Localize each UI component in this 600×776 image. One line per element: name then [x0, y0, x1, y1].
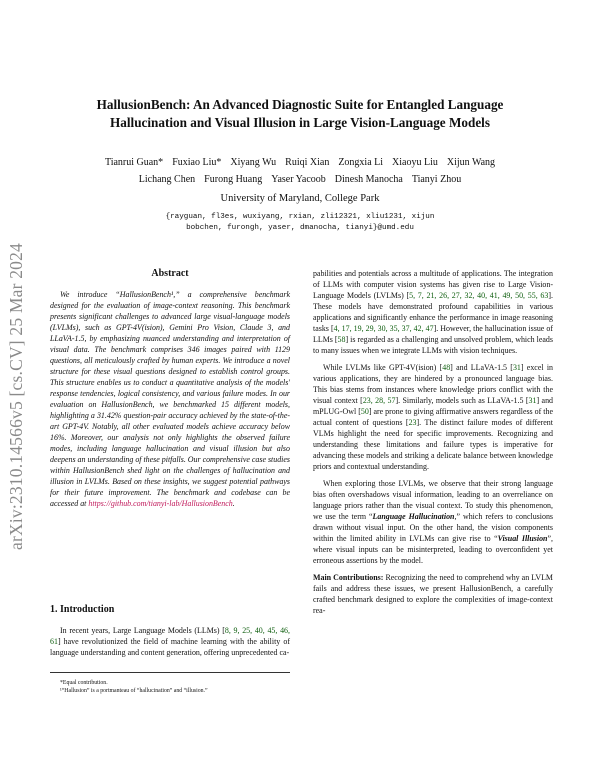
author: Tianyi Zhou	[411, 174, 462, 185]
citation-link[interactable]: 31	[528, 396, 537, 405]
citation-link[interactable]: 58	[337, 335, 346, 344]
text-run: ] is regarded as a challenging and unsolved problem, which leads to many issues when we integrate LLMs with vision techniques.	[313, 335, 553, 355]
text-run: ] have revolutionized the field of machine learning with the ability of language understanding and content generation, offering unprecedented ca-	[50, 637, 290, 657]
arxiv-stamp	[4, 205, 28, 587]
author-emails	[100, 212, 500, 234]
footnotes	[50, 672, 290, 695]
abstract-text: We introduce “HallusionBench¹,” a comprehensive benchmark designed for the evaluation of image-context reasoning. This benchmark presents significant challenges to advanced large visual-language models (LVLMs), such as GPT-4V(ision), Gemini Pro Vision, Claude 3, and LLaVA-1.5, by emphasizing nuanced understanding and interpretation of visual data. The benchmark comprises 346 images paired with 1129 questions, all meticulously crafted by human experts. We introduce a novel structure for these visual questions designed to establish control groups. This structure enables us to conduct a quantitative analysis of the models' response tendencies, logical consistency, and various failure modes. In our evaluation on HallusionBench, we benchmarked 15 different models, highlighting a 31.42% question-pair accuracy achieved by the state-of-the-art GPT-4V. Notably, all other evaluated models achieve accuracy below 16%. Moreover, our analysis not only highlights the observed failure modes, including language hallucination and visual illusion but also deepens an understanding of these pitfalls. Our comprehensive case studies within HallusionBench shed light on the challenges of hallucination and illusion in LVLMs. Based on these insights, we suggest potential pathways for their future improvement. The benchmark and codebase can be accessed at https://github.com/tianyi-lab/HallusionBench.	[50, 290, 290, 508]
text-run: ”, where visual inputs can be misinterpreted, leading to overconfident yet erroneous assertions by the model.	[313, 534, 553, 565]
paragraph-3	[313, 478, 553, 566]
footnote-hallusion: ¹“Hallusion” is a portmanteau of “hallucination” and “illusion.”	[60, 688, 208, 694]
abstract-body: We introduce “HallusionBench¹,” a comprehensive benchmark designed for the evaluation of image-context reasoning. This benchmark presents significant challenges to advanced large visual-language models (LVLMs), such as GPT-4V(ision), Gemini Pro Vision, Claude 3, and LLaVA-1.5, by emphasizing nuanced understanding and interpretation of visual data. The benchmark comprises 346 images paired with 1129 questions, all meticulously crafted by human experts. We introduce a novel structure for these visual questions designed to establish control groups. This structure enables us to conduct a quantitative analysis of the models' response tendencies, logical consistency, and various failure modes. In our evaluation on HallusionBench, we benchmarked 15 different models, highlighting a 31.42% question-pair accuracy achieved by the state-of-the-art GPT-4V. Notably, all other evaluated models achieve accuracy below 16%. Moreover, our analysis not only highlights the observed failure modes, including language hallucination and visual illusion but also deepens an understanding of these pitfalls. Our comprehensive case studies within HallusionBench shed light on the challenges of hallucination and illusion in LVLMs. Based on these insights, we suggest potential pathways for their future improvement. The benchmark and codebase can be accessed at	[50, 290, 290, 508]
author: Lichang Chen	[138, 174, 196, 185]
abstract-section	[50, 268, 290, 509]
citation-link[interactable]: 48	[442, 363, 451, 372]
arxiv-id: arXiv:2310.14566v5 [cs.CV] 25 Mar 2024	[5, 242, 26, 550]
citation-link[interactable]: 23	[408, 418, 417, 427]
citation-link[interactable]: 50	[360, 407, 369, 416]
author: Xiyang Wu	[230, 157, 277, 168]
author: Dinesh Manocha	[334, 174, 403, 185]
author: Xiaoyu Liu	[392, 157, 438, 168]
text-run: ] excel in various applications, they are hindered by a pronounced language bias. This bias stems from instances where knowledge priors conflict with the visual context [	[313, 363, 553, 405]
text-run: ] and LLaVA-1.5 [	[450, 363, 513, 372]
intro-heading: 1. Introduction	[50, 604, 115, 615]
github-link[interactable]: https://github.com/tianyi-lab/HallusionBench	[88, 499, 233, 508]
text-run: ]. Similarly, models such as LLaVA-1.5 [	[395, 396, 529, 405]
text-run: Recognizing the need to comprehend why an LVLM fails and address these issues, we present HallusionBench, a carefully crafted benchmark designed to explore the complexities of image-context rea-	[313, 573, 553, 615]
author: Ruiqi Xian	[285, 157, 330, 168]
abstract-heading: Abstract	[151, 268, 189, 279]
author-list	[50, 154, 550, 188]
text-run: ] are prone to giving affirmative answers regardless of the actual content of questions [	[313, 407, 553, 427]
text-run: In recent years, Large Language Models (LLMs) [	[60, 626, 225, 635]
intro-section	[50, 625, 290, 658]
title-line-1: HallusionBench: An Advanced Diagnostic Suite for Entangled Language	[96, 97, 504, 112]
paragraph-2	[313, 362, 553, 472]
footnote-equal-contribution: *Equal contribution.	[60, 680, 108, 686]
emails-line-2: bobchen, furongh, yaser, dmanocha, tianyi}@umd.edu	[186, 224, 414, 232]
text-run: While LVLMs like GPT-4V(ision) [	[323, 363, 443, 372]
text-run: When exploring those LVLMs, we observe that their strong language bias often overshadows visual information, leading to an overreliance on language priors rather than the visual context. To study this phenomenon, we use the term “	[313, 479, 553, 521]
text-run: ,” which refers to conclusions drawn without visual input. On the other hand, the vision components within the limited ability in LVLMs can give rise to “	[313, 512, 554, 543]
emails-line-1: {rayguan, fl3es, wuxiyang, rxian, zli12321, xliu1231, xijun	[165, 213, 435, 221]
author: Furong Huang	[204, 174, 263, 185]
text-run: ] and mPLUG-Owl [	[313, 396, 554, 416]
author: Xijun Wang	[446, 157, 496, 168]
text-run: ]. However, the hallucination issue of LLMs [	[313, 324, 553, 344]
right-column	[313, 268, 553, 616]
title-line-2: Hallucination and Visual Illusion in Large Vision-Language Models	[110, 115, 490, 130]
author-row-1	[50, 154, 550, 171]
author: Fuxiao Liu*	[172, 157, 222, 168]
author: Tianrui Guan*	[104, 157, 164, 168]
citation-link[interactable]: 4, 17, 19, 29, 30, 35, 37, 42, 47	[333, 324, 434, 333]
citation-link[interactable]: 8, 9, 25, 40, 45, 46, 61	[50, 626, 290, 646]
citation-link[interactable]: 5, 7, 21, 26, 27, 32, 40, 41, 49, 50, 55, 63	[409, 291, 549, 300]
text-run: pabilities and potentials across a multitude of applications. The integration of LLMs with computer vision systems has given rise to Large Vision-Language Models (LVLMs) [	[313, 269, 553, 300]
paper-title	[50, 96, 550, 132]
text-run: ]. The distinct failure modes of different VLMs highlight the need for specific improvements. Recognizing and understanding these limitations and failure types is imperative for advancing these models and striking a delicate balance between knowledge priors and contextual understanding.	[313, 418, 553, 471]
affiliation: University of Maryland, College Park	[220, 193, 380, 204]
citation-link[interactable]: 23, 28, 57	[362, 396, 396, 405]
author: Zongxia Li	[338, 157, 384, 168]
term-language-hallucination: Language Hallucination	[372, 512, 455, 521]
text-run: ]. These models have demonstrated profound capabilities in various applications and significantly enhance the performance in image reasoning tasks [	[313, 291, 554, 333]
paragraph-contributions	[313, 572, 553, 616]
term-visual-illusion: Visual Illusion	[497, 534, 548, 543]
paragraph-1	[313, 268, 553, 356]
intro-paragraph	[50, 625, 290, 658]
author-row-2	[50, 171, 550, 188]
contributions-label: Main Contributions:	[313, 573, 384, 582]
citation-link[interactable]: 31	[512, 363, 521, 372]
author: Yaser Yacoob	[271, 174, 326, 185]
